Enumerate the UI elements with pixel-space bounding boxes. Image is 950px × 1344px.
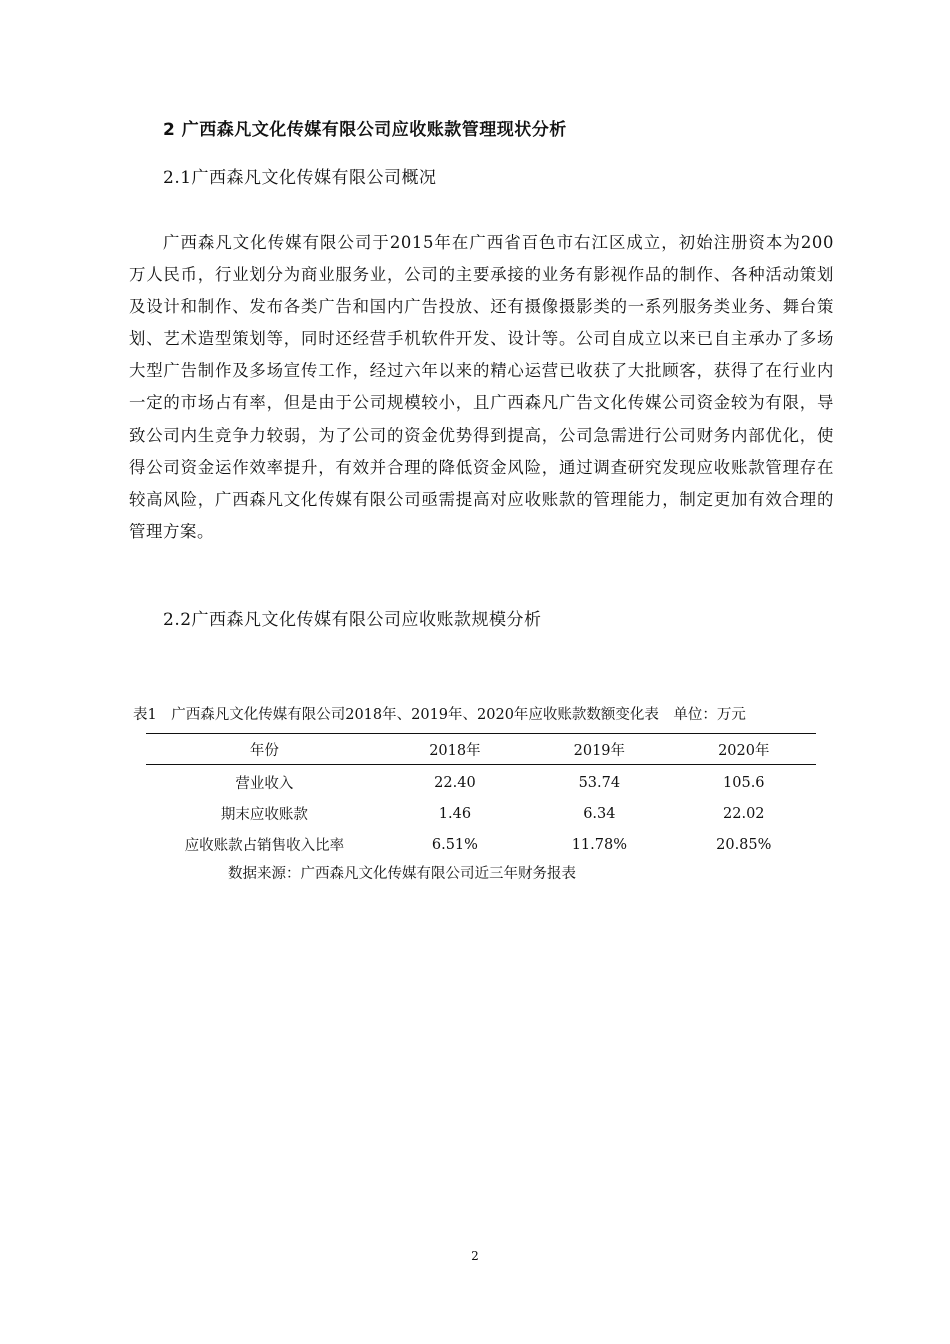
cell-value: 20.85% xyxy=(716,836,772,853)
table-caption: 表1 广西森凡文化传媒有限公司2018年、2019年、2020年应收账款数额变化表 单位：万元 xyxy=(133,707,746,723)
cell-value: 11.78% xyxy=(571,836,627,853)
cell-value: 53.74 xyxy=(578,774,621,791)
page-number: 2 xyxy=(471,1249,479,1263)
cell-value: 6.34 xyxy=(583,805,616,822)
header-cell-year: 年份 xyxy=(249,742,279,759)
table-row-receivables-ratio xyxy=(146,829,816,860)
subsection-heading-overview: 2.1广西森凡文化传媒有限公司概况 xyxy=(163,168,437,188)
company-overview-paragraph: 广西森凡文化传媒有限公司于2015年在广西省百色市右江区成立，初始注册资本为200万人民币，行业划分为商业服务业，公司的主要承接的业务有影视作品的制作、各种活动策划及设计和制作、发布各类广告和国内广告投放、还有摄像摄影类的一系列服务类业务、舞台策划、艺术造型策划等，同时还经营手机软件开发、设计等。公司自成立以来已自主承办了多场大型广告制作及多场宣传工作，经过六年以来的精心运营已收获了大批顾客，获得了在行业内一定的市场占有率，但是由于公司规模较小，且广西森凡广告文化传媒公司资金较为有限，导致公司内生竞争力较弱，为了公司的资金优势得到提高，公司急需进行公司财务内部优化，使得公司资金运作效率提升，有效并合理的降低资金风险，通过调查研究发现应收账款管理存在较高风险，广西森凡文化传媒有限公司亟需提高对应收账款的管理能力，制定更加有效合理的管理方案。 xyxy=(129,233,834,541)
table-header-row xyxy=(146,734,816,765)
cell-value: 105.6 xyxy=(723,774,765,791)
header-cell-2020: 2020年 xyxy=(718,742,770,759)
table-row-ending-receivables xyxy=(146,798,816,829)
cell-value: 22.02 xyxy=(723,805,765,822)
row-label: 营业收入 xyxy=(235,776,294,792)
header-cell-2019: 2019年 xyxy=(573,742,626,759)
row-label: 期末应收账款 xyxy=(220,807,308,823)
table-source-note: 数据来源：广西森凡文化传媒有限公司近三年财务报表 xyxy=(228,866,576,882)
cell-value: 1.46 xyxy=(438,805,472,822)
receivables-table xyxy=(146,733,816,860)
cell-value: 6.51% xyxy=(431,836,478,853)
table-row-revenue xyxy=(146,765,816,799)
subsection-heading-receivables-scale: 2.2广西森凡文化传媒有限公司应收账款规模分析 xyxy=(163,610,542,630)
cell-value: 22.40 xyxy=(434,774,476,791)
section-heading: 2 广西森凡文化传媒有限公司应收账款管理现状分析 xyxy=(163,120,567,140)
row-label: 应收账款占销售收入比率 xyxy=(184,838,345,854)
header-cell-2018: 2018年 xyxy=(429,742,481,759)
